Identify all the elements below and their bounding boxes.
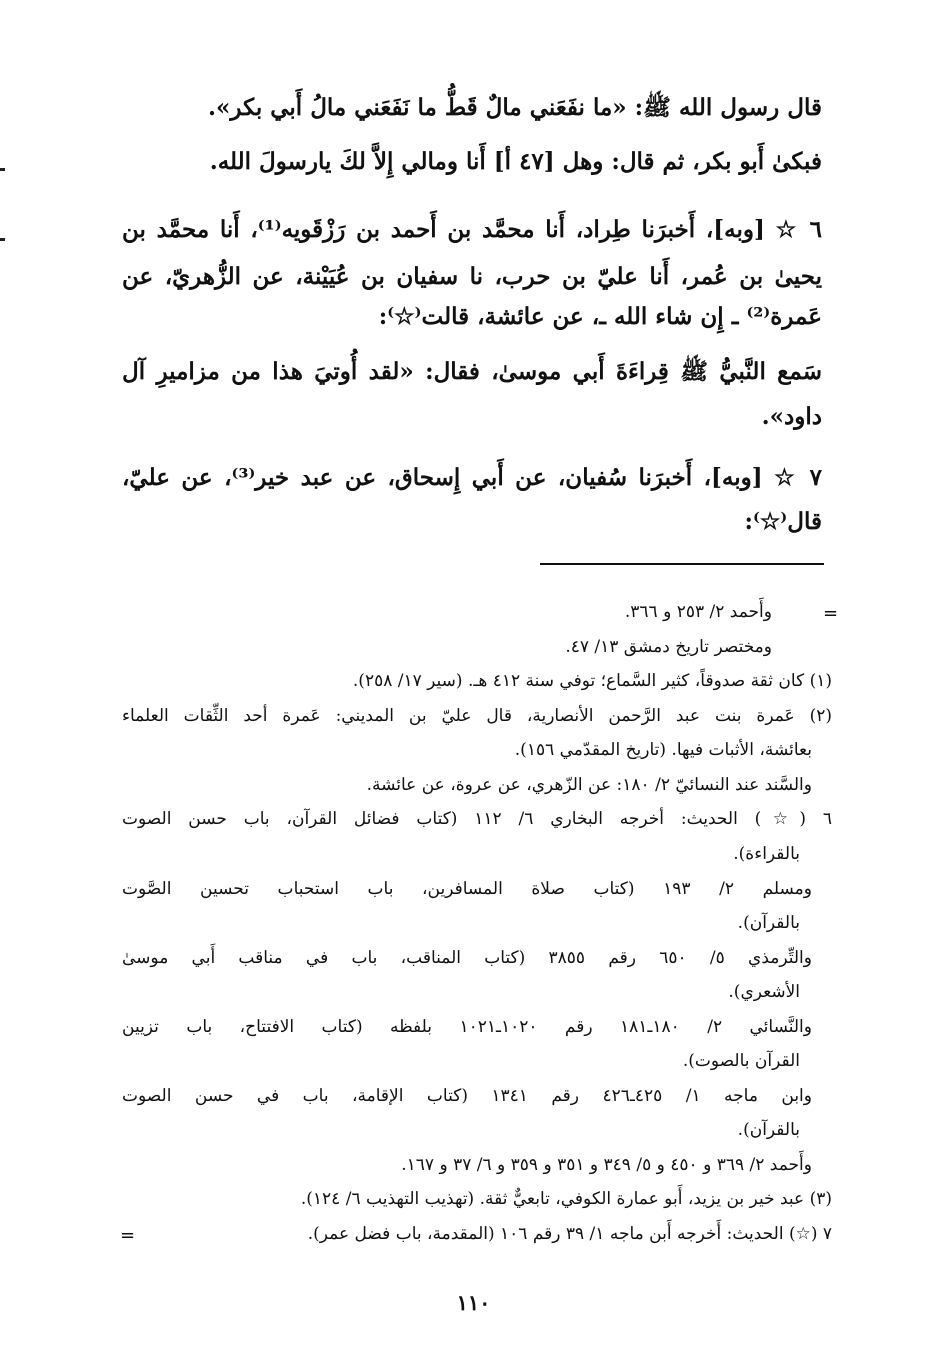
footnote-line: وابن ماجه ١/ ٤٢٥ـ٤٢٦ رقم ١٣٤١ (كتاب الإقامة، باب في حسن الصوت	[122, 1086, 812, 1106]
footnote-line: بعائشة، الأثبات فيها. (تاريخ المقدّمي ١٥٦).	[514, 740, 812, 760]
scan-edge-mark	[0, 168, 5, 171]
footnote-line: والسَّند عند النسائيّ ٢/ ١٨٠: عن الزّهري، عن عروة، عن عائشة.	[366, 775, 812, 795]
footnote-line: بالقرآن).	[737, 913, 800, 933]
footnote-line: بالقراءة).	[733, 844, 800, 864]
footnote-line: ومسلم ٢/ ١٩٣ (كتاب صلاة المسافرين، باب استحباب تحسين الصَّوت	[122, 879, 813, 899]
continuation-mark-top: =	[823, 603, 839, 624]
footnote-2: (٢) عَمرة بنت عبد الرَّحمن الأنصارية، قال عليّ بن المديني: عَمرة أحد الثِّقات العلماء	[122, 706, 832, 726]
footnote-separator	[540, 563, 824, 565]
continuation-mark-bottom: =	[120, 1225, 136, 1246]
page-number: ١١٠	[456, 1290, 491, 1315]
footnote-line: الأشعري).	[728, 982, 800, 1002]
footnote-1: (١) كان ثقة صدوقاً، كثير السَّماع؛ توفي سنة ٤١٢ هـ. (سير ١٧/ ٢٥٨).	[352, 671, 832, 691]
footnote-line: والنَّسائي ٢/ ١٨٠ـ١٨١ رقم ١٠٢٠ـ١٠٢١ بلفظه (كتاب الافتتاح، باب تزيين	[122, 1017, 812, 1037]
footnote-line: وأَحمد ٢/ ٢٥٣ و ٣٦٦.	[624, 602, 772, 622]
footnote-line: القرآن بالصوت).	[682, 1051, 800, 1071]
main-line-6: سَمع النَّبيُّ ﷺ قِراءَةَ أَبي موسىٰ، فقال: «لقد أُوتيَ هذا من مزاميرِ آل	[122, 358, 822, 385]
main-line-1: قال رسول الله ﷺ: «ما نفَعَني مالٌ قَطُّ ما نَفَعَني مالُ أَبي بكر».	[208, 94, 822, 121]
main-line-5: عَمرة⁽²⁾ ـ إِن شاء الله ـ، عن عائشة، قالت⁽☆⁾:	[378, 303, 822, 330]
footnote-3: (٣) عبد خير بن يزيد، أَبو عمارة الكوفي، تابعيٌّ ثقة. (تهذيب التهذيب ٦/ ١٢٤).	[300, 1189, 832, 1209]
footnote-line: وأَحمد ٢/ ٣٦٩ و ٤٥٠ و ٥/ ٣٤٩ و ٣٥١ و ٣٥٩ و ٦/ ٣٧ و ١٦٧.	[401, 1155, 812, 1175]
main-line-7: داود».	[761, 403, 822, 430]
main-line-9: قال⁽☆⁾:	[744, 508, 822, 535]
footnote-hadith-7: ٧ (☆) الحديث: أَخرجه أَبن ماجه ١/ ٣٩ رقم ١٠٦ (المقدمة، باب فضل عمر).	[307, 1224, 832, 1244]
main-line-3: ٦ ☆ [وبه]، أَخبرَنا طِراد، أَنا محمَّد بن أَحمد بن رَزْقَويه⁽¹⁾، أَنا محمَّد بن	[122, 216, 822, 243]
main-line-8: ٧ ☆ [وبه]، أَخبرَنا سُفيان، عن أَبي إِسحاق، عن عبد خير⁽³⁾، عن عليّ،	[122, 464, 823, 491]
main-line-4: يحيىٰ بن عُمر، أَنا عليّ بن حرب، نا سفيان بن عُيَيْنة، عن الزُّهريّ، عن	[122, 263, 822, 290]
footnote-line: بالقرآن).	[737, 1120, 800, 1140]
footnote-hadith-6: ٦ (☆) الحديث: أخرجه البخاري ٦/ ١١٢ (كتاب فضائل القرآن، باب حسن الصوت	[122, 809, 833, 829]
scan-edge-mark	[0, 238, 5, 241]
footnote-line: والتِّرمذي ٥/ ٦٥٠ رقم ٣٨٥٥ (كتاب المناقب، باب في مناقب أَبي موسىٰ	[122, 948, 812, 968]
main-line-2: فبكىٰ أَبو بكر، ثم قال: وهل [٤٧ أ] أَنا ومالي إِلاَّ لكَ يارسولَ الله.	[209, 148, 822, 175]
footnote-line: ومختصر تاريخ دمشق ١٣/ ٤٧.	[565, 637, 772, 657]
